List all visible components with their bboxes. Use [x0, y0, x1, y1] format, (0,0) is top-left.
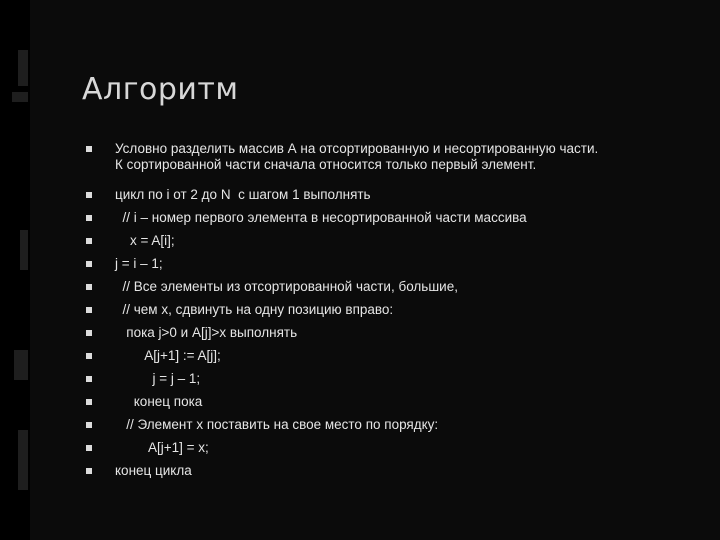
- bullet-text: j = i – 1;: [115, 256, 163, 271]
- list-item: [86, 141, 696, 187]
- left-edge-decoration: [18, 430, 28, 490]
- bullet-text: // i – номер первого элемента в несортированной части массива: [115, 210, 527, 225]
- square-bullet-icon: [86, 192, 92, 198]
- square-bullet-icon: [86, 399, 92, 405]
- square-bullet-icon: [86, 238, 92, 244]
- square-bullet-icon: [86, 376, 92, 382]
- bullet-text: A[j+1] = x;: [115, 440, 209, 455]
- bullet-text: конец пока: [115, 394, 203, 409]
- list-item: [86, 394, 696, 417]
- square-bullet-icon: [86, 445, 92, 451]
- bullet-text: A[j+1] := A[j];: [115, 348, 221, 363]
- list-item: [86, 210, 696, 233]
- bullet-text: пока j>0 и A[j]>x выполнять: [115, 325, 298, 340]
- bullet-text: j = j – 1;: [115, 371, 201, 386]
- square-bullet-icon: [86, 146, 92, 152]
- square-bullet-icon: [86, 215, 92, 221]
- bullet-text: Условно разделить массив А на отсортированную и несортированную части. К сортированной части сначала относится только первый элемент.: [115, 141, 599, 172]
- left-edge-decoration: [18, 50, 28, 86]
- list-item: [86, 440, 696, 463]
- list-item: [86, 187, 696, 210]
- list-item: [86, 325, 696, 348]
- square-bullet-icon: [86, 468, 92, 474]
- list-item: [86, 233, 696, 256]
- left-edge-decoration: [14, 350, 28, 380]
- left-edge-decoration: [12, 92, 28, 102]
- square-bullet-icon: [86, 284, 92, 290]
- square-bullet-icon: [86, 330, 92, 336]
- list-item: [86, 463, 696, 486]
- list-item: [86, 371, 696, 394]
- list-item: [86, 302, 696, 325]
- square-bullet-icon: [86, 307, 92, 313]
- square-bullet-icon: [86, 422, 92, 428]
- bullet-text: // чем x, сдвинуть на одну позицию вправо:: [115, 302, 394, 317]
- bullet-text: // Все элементы из отсортированной части, большие,: [115, 279, 458, 294]
- list-item: [86, 279, 696, 302]
- list-item: [86, 348, 696, 371]
- square-bullet-icon: [86, 261, 92, 267]
- left-edge-decoration: [20, 230, 28, 270]
- bullet-text: x = A[i];: [115, 233, 175, 248]
- bullet-text: конец цикла: [115, 463, 192, 478]
- list-item: [86, 256, 696, 279]
- bullet-text: цикл по i от 2 до N с шагом 1 выполнять: [115, 187, 371, 202]
- list-item: [86, 417, 696, 440]
- bullet-list: [86, 141, 696, 486]
- square-bullet-icon: [86, 353, 92, 359]
- bullet-text: // Элемент x поставить на свое место по порядку:: [115, 417, 439, 432]
- slide-title: Алгоритм: [82, 72, 239, 108]
